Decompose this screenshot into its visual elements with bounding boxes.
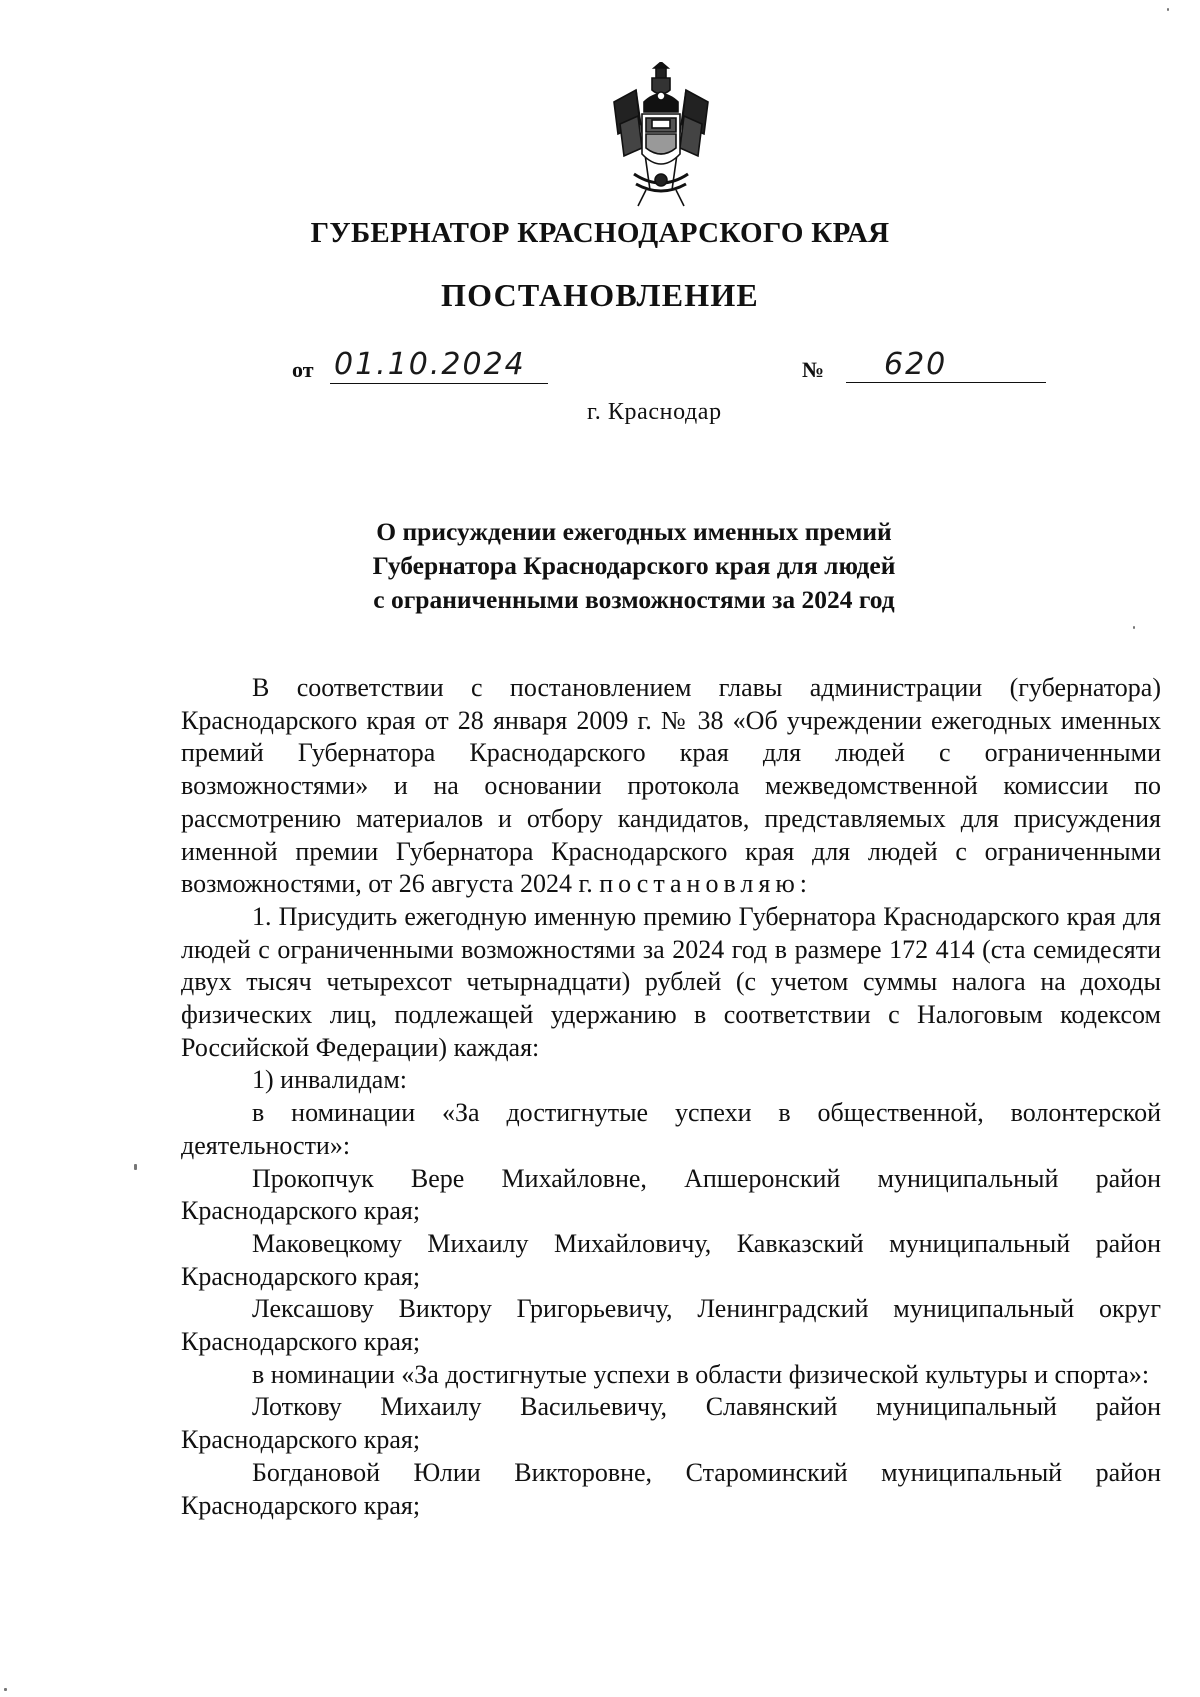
city-label: г. Краснодар (587, 399, 722, 425)
issuing-authority-title: ГУБЕРНАТОР КРАСНОДАРСКОГО КРАЯ (310, 217, 890, 249)
body-paragraph: Маковецкому Михаилу Михайловичу, Кавказский муниципальный район Краснодарского края; (181, 1228, 1161, 1291)
body-paragraph: Лексашову Виктору Григорьевичу, Ленинградский муниципальный округ Краснодарского края; (181, 1294, 1161, 1357)
body-paragraph: Богдановой Юлии Викторовне, Староминский муниципальный район Краснодарского края; (181, 1457, 1161, 1520)
preamble-text: В соответствии с постановлением главы администрации (губернатора) Краснодарского края от 28 января 2009 г. № 38 «Об учреждении ежегодных именных премий Губернатора Краснодарского края для людей с ограниченными возможностями» и на основании протокола межведомственной комиссии по рассмотрению материалов и отбору кандидатов, представляемых для присуждения именной премии Губернатора Краснодарского края для людей с ограниченными возможностями, от 26 августа 2024 г. (181, 673, 1161, 899)
preamble-paragraph (181, 672, 1161, 901)
body-paragraph: в номинации «За достигнутые успехи в общественной, волонтерской деятельности»: (181, 1098, 1161, 1160)
scan-speck (1133, 626, 1135, 629)
decree-keyword: постановляю: (599, 869, 812, 899)
body-paragraph: 1) инвалидам: (252, 1065, 408, 1095)
body-paragraph: Прокопчук Вере Михайловне, Апшеронский муниципальный район Краснодарского края; (181, 1163, 1161, 1226)
document-type-title: ПОСТАНОВЛЕНИЕ (441, 277, 759, 313)
coat-of-arms-emblem (606, 62, 716, 212)
body-paragraph: 1. Присудить ежегодную именную премию Губернатора Краснодарского края для людей с ограниченными возможностями за 2024 год в размере 172 414 (ста семидесяти двух тысяч четырехсот четырнадцати) рублей (с учетом суммы налога на доходы физических лиц, подлежащей удержанию в соответствии с Налоговым кодексом Российской Федерации) каждая: (181, 901, 1161, 1062)
date-prefix-label: от (292, 357, 314, 382)
handwritten-date: 01.10.2024 (330, 347, 548, 384)
body-paragraph: в номинации «За достигнутые успехи в области физической культуры и спорта»: (252, 1359, 1150, 1389)
subject-line: Губернатора Краснодарского края для людей (372, 551, 896, 580)
handwritten-number: 620 (846, 347, 1046, 383)
scan-speck (4, 1688, 7, 1691)
scan-speck (134, 1164, 137, 1170)
number-prefix-label: № (802, 357, 825, 382)
body-paragraph: Лоткову Михаилу Васильевичу, Славянский муниципальный район Краснодарского края; (181, 1392, 1161, 1455)
subject-line: О присуждении ежегодных именных премий (376, 517, 892, 546)
document-body (181, 672, 1161, 1522)
document-subject (300, 515, 968, 617)
scan-speck (1167, 8, 1169, 11)
subject-line: с ограниченными возможностями за 2024 год (373, 585, 895, 614)
